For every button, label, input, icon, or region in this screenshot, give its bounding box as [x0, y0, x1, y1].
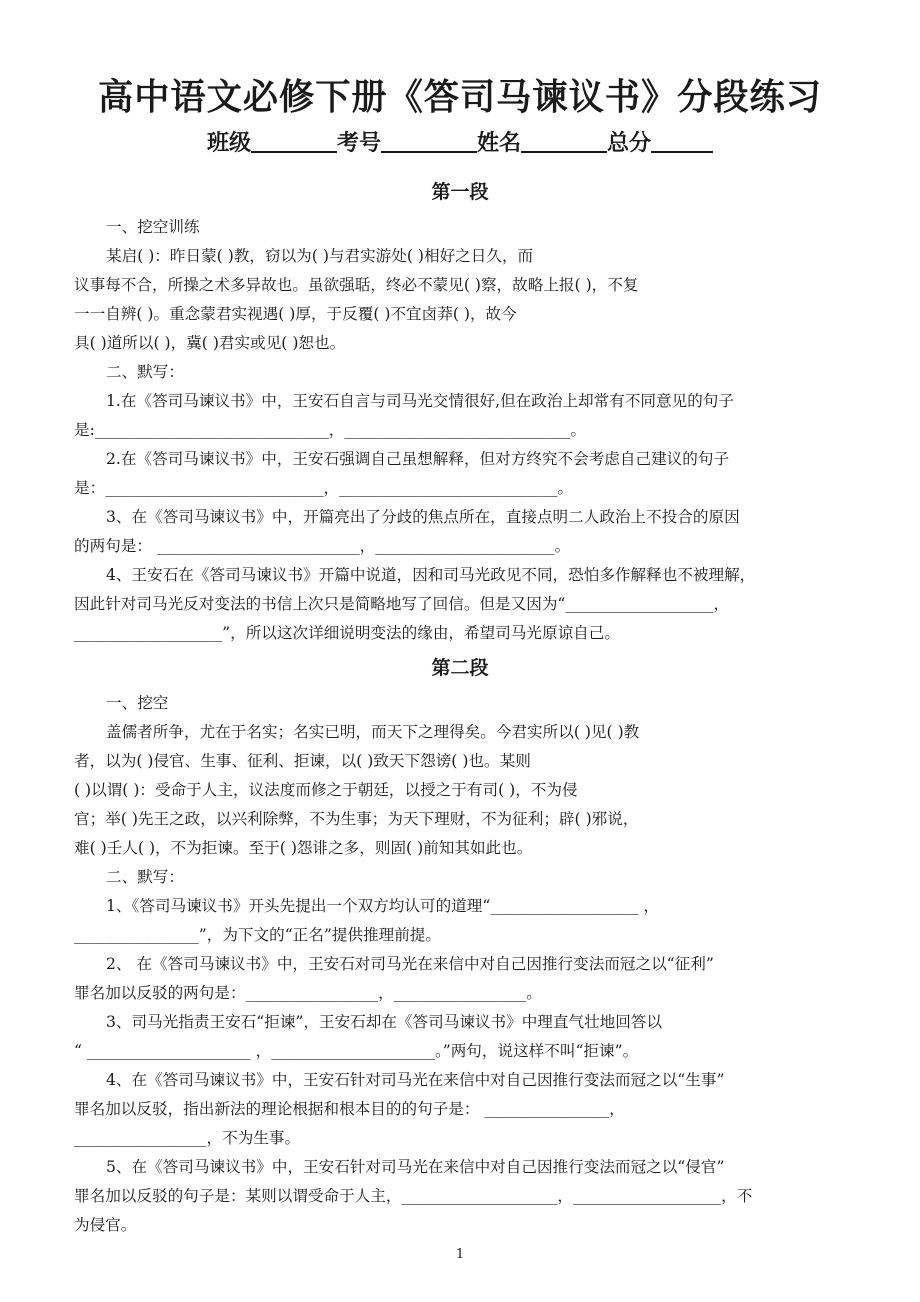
answer-line[interactable]: 是:______________________________，_____________________________。	[74, 421, 587, 439]
question-line: 4、王安石在《答司马谏议书》开篇中说道，因和司马光政见不同，恐怕多作解释也不被理解，	[106, 566, 756, 584]
question-line: 3、在《答司马谏议书》中，开篇亮出了分歧的焦点所在，直接点明二人政治上不投合的原因	[106, 508, 740, 526]
passage-line: 具( )道所以( )，冀( )君实或见( )恕也。	[74, 334, 346, 352]
answer-line[interactable]: “ _____________________ ，_____________________。”两句，说这样不叫“拒谏”。	[74, 1042, 639, 1060]
exam-no-blank[interactable]	[381, 129, 477, 153]
question-line[interactable]: 1、《答司马谏议书》开头先提出一个双方均认可的道理“___________________ ，	[106, 897, 660, 915]
class-blank[interactable]	[251, 129, 337, 153]
name-blank[interactable]	[521, 129, 607, 153]
page-title: 高中语文必修下册《答司马谏议书》分段练习	[98, 77, 822, 118]
question-line: 3、司马光指责王安石“拒谏”，王安石却在《答司马谏议书》中理直气壮地回答以	[106, 1013, 663, 1031]
heading-dictation: 二、默写：	[106, 868, 184, 886]
exam-no-label: 考号	[336, 131, 381, 156]
passage-line: 一一自辨( )。重念蒙君实视遇( )厚，于反覆( )不宜卤莽( )，故今	[74, 305, 517, 323]
total-blank[interactable]	[651, 129, 713, 153]
heading-fill-blank: 一、挖空训练	[106, 218, 200, 236]
answer-line[interactable]: _________________，不为生事。	[74, 1129, 301, 1147]
passage-line: 官；举( )先王之政，以兴利除弊，不为生事；为天下理财，不为征利；辟( )邪说，	[74, 810, 639, 828]
answer-line[interactable]: 罪名加以反驳的句子是：某则以谓受命于人主，____________________，___________________，不	[74, 1187, 753, 1205]
answer-line[interactable]: 罪名加以反驳的两句是：_________________，_________________。	[74, 984, 542, 1002]
total-label: 总分	[607, 131, 652, 156]
heading-dictation: 二、默写：	[106, 363, 184, 381]
question-line: 2.在《答司马谏议书》中，王安石强调自己虽想解释，但对方终究不会考虑自己建议的句子	[106, 450, 730, 468]
section-title: 第二段	[431, 657, 489, 679]
question-line: 4、在《答司马谏议书》中，王安石针对司马光在来信中对自己因推行变法而冠之以“生事”	[106, 1071, 725, 1089]
passage-line: ( )以谓( )：受命于人主，议法度而修之于朝廷，以授之于有司( )，不为侵	[74, 781, 578, 799]
passage-line: 者，以为( )侵官、生事、征利、拒谏，以( )致天下怨谤( )也。某则	[74, 752, 531, 770]
question-line: 1.在《答司马谏议书》中，王安石自言与司马光交情很好,但在政治上却常有不同意见的句子	[106, 392, 734, 410]
heading-fill-blank: 一、挖空	[106, 694, 169, 712]
passage-line: 难( )壬人( )，不为拒谏。至于( )怨诽之多，则固( )前知其如此也。	[74, 839, 533, 857]
student-info-row	[0, 128, 920, 160]
answer-line[interactable]: 的两句是： __________________________，_______________________。	[74, 537, 571, 555]
section-title: 第一段	[431, 181, 489, 203]
class-label: 班级	[206, 131, 251, 156]
page-number: 1	[455, 1247, 465, 1262]
passage-line: 议事每不合，所操之术多异故也。虽欲强聒，终必不蒙见( )察，故略上报( )，不复	[74, 276, 639, 294]
question-line[interactable]: 因此针对司马光反对变法的书信上次只是简略地写了回信。但是又因为“___________________，	[74, 595, 730, 613]
passage-line: 某启( )：昨日蒙( )教，窃以为( )与君实游处( )相好之日久，而	[106, 247, 534, 265]
name-label: 姓名	[477, 131, 522, 156]
answer-line[interactable]: 罪名加以反驳，指出新法的理论根据和根本目的的句子是： ________________，	[74, 1100, 625, 1118]
question-line: 5、在《答司马谏议书》中，王安石针对司马光在来信中对自己因推行变法而冠之以“侵官”	[106, 1158, 725, 1176]
answer-line: 为侵官。	[74, 1216, 137, 1234]
answer-line[interactable]: ________________”，为下文的“正名”提供推理前提。	[74, 926, 441, 944]
question-line: 2、 在《答司马谏议书》中，王安石对司马光在来信中对自己因推行变法而冠之以“征利”	[106, 955, 714, 973]
answer-line[interactable]: ___________________”，所以这次详细说明变法的缘由，希望司马光原谅自己。	[74, 624, 620, 642]
answer-line[interactable]: 是：____________________________，____________________________。	[74, 479, 574, 497]
passage-line: 盖儒者所争，尤在于名实；名实已明，而天下之理得矣。今君实所以( )见( )教	[106, 723, 640, 741]
